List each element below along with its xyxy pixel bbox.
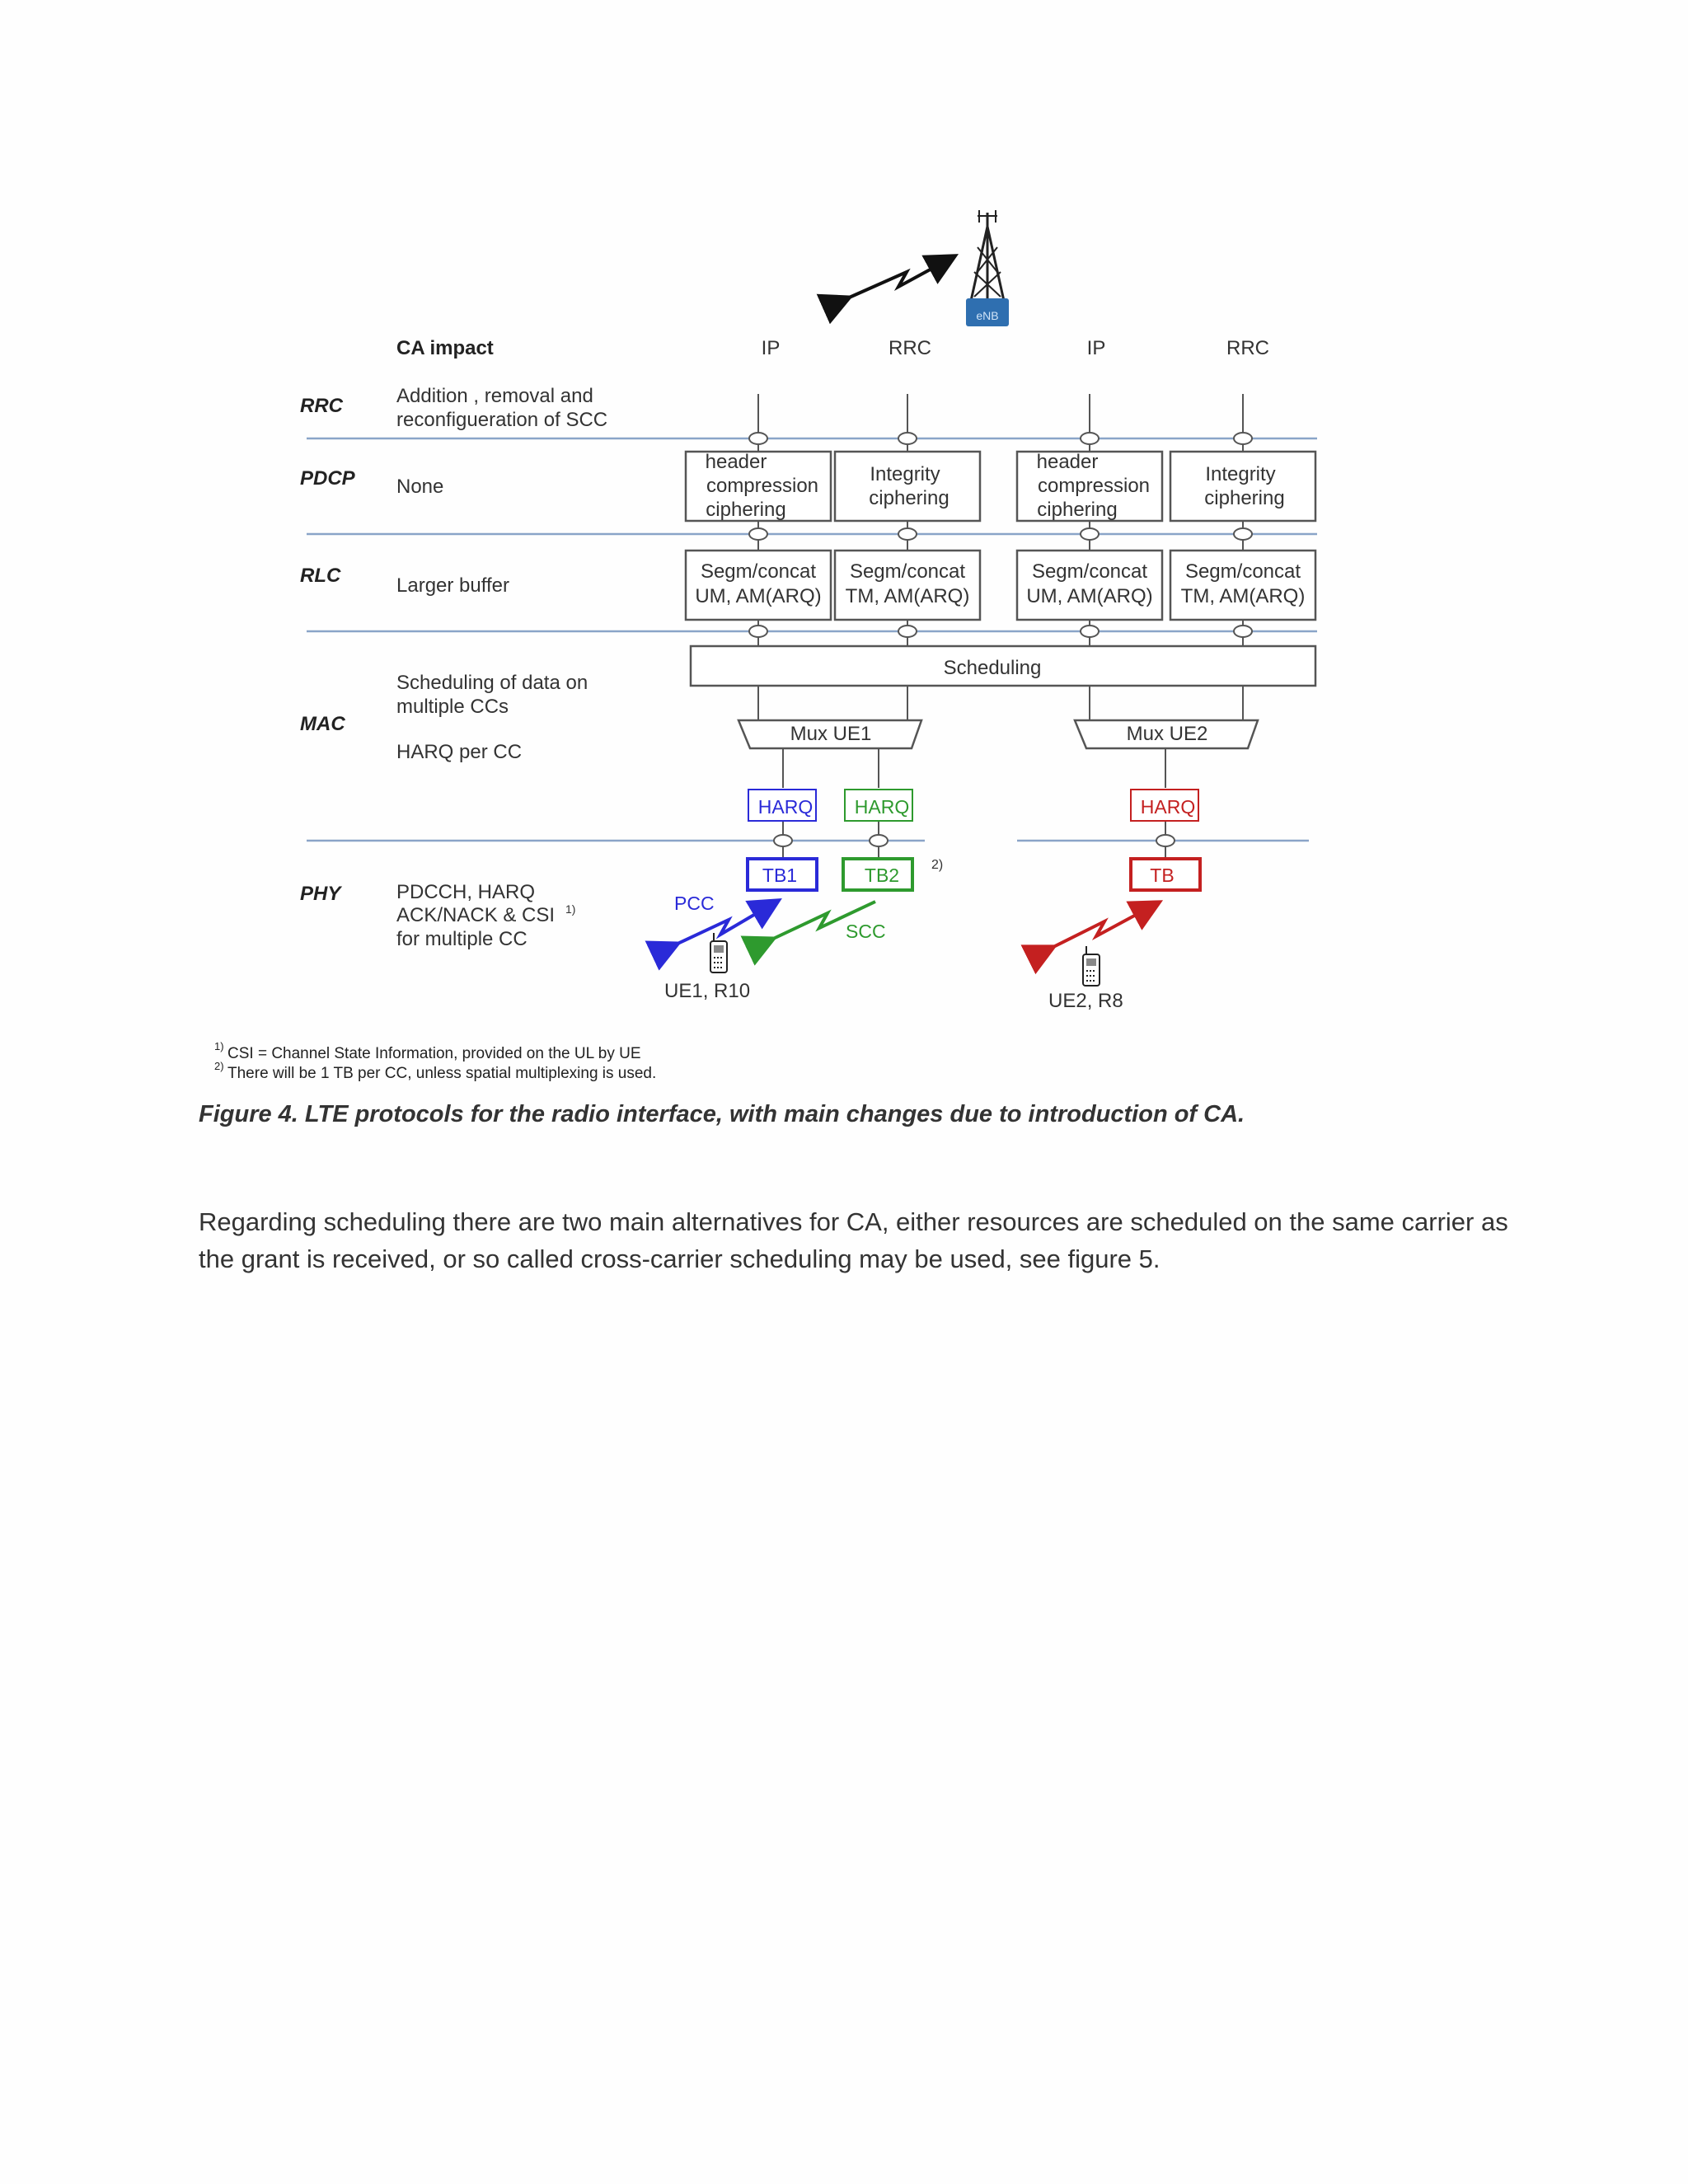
mux-ue2-label: Mux UE2 [1126, 723, 1208, 745]
phy-impact-line-1: PDCCH, HARQ [396, 881, 536, 903]
rrc-impact-line-1: Addition , removal and [396, 385, 593, 407]
pdcp-ip-1-line-2: compression [706, 475, 819, 497]
rlc-um-1-line-2: UM, AM(ARQ) [695, 585, 822, 607]
column-header-ip-1: IP [761, 337, 781, 359]
phy-impact-line-2: ACK/NACK & CSI [396, 904, 556, 926]
tb1-label: TB1 [762, 865, 798, 886]
footnote-2-marker: 2) [214, 1060, 224, 1072]
ue1-label: UE1, R10 [664, 980, 751, 1002]
footnote-1-marker: 1) [214, 1040, 224, 1052]
ue1-phone-icon [710, 933, 727, 972]
rlc-um-2-line-1: Segm/concat [1031, 560, 1148, 583]
layer-label-rrc: RRC [300, 395, 343, 417]
column-header-rrc-2: RRC [1226, 337, 1269, 359]
pdcp-ip-2-line-3: ciphering [1037, 499, 1118, 521]
mux-ue1-label: Mux UE1 [790, 723, 872, 745]
body-paragraph: Regarding scheduling there are two main alternatives for CA, either resources are scheduled on the same carrier as the grant is received, or so called cross-carrier scheduling may be used, see figure 5. [199, 1207, 1508, 1273]
tb2-label: TB2 [864, 865, 900, 886]
ue2-phone-icon [1083, 946, 1100, 986]
pdcp-ip-1-line-3: ciphering [706, 499, 786, 521]
ue2-label: UE2, R8 [1048, 990, 1123, 1012]
harq-label-green: HARQ [854, 796, 910, 818]
layer-label-rlc: RLC [300, 565, 341, 587]
pdcp-rrc-1-line-1: Integrity [870, 463, 940, 485]
scc-label: SCC [846, 921, 886, 942]
mac-impact-line-1: Scheduling of data on [396, 672, 588, 694]
rlc-impact: Larger buffer [396, 574, 509, 597]
layer-label-phy: PHY [300, 883, 341, 905]
footnote-2: There will be 1 TB per CC, unless spatial multiplexing is used. [227, 1065, 657, 1082]
ca-impact-header: CA impact [396, 337, 494, 359]
column-header-rrc-1: RRC [889, 337, 931, 359]
scheduling-label: Scheduling [943, 657, 1042, 679]
footnote-1: CSI = Channel State Information, provided on the UL by UE [227, 1045, 641, 1062]
pdcp-impact: None [396, 476, 444, 498]
mac-impact-line-3: HARQ per CC [396, 741, 523, 763]
rlc-um-1-line-1: Segm/concat [700, 560, 817, 583]
rlc-tm-1-line-2: TM, AM(ARQ) [845, 585, 970, 607]
enb-label: eNB [976, 309, 999, 322]
pdcp-rrc-2-line-1: Integrity [1205, 463, 1276, 485]
harq-label-blue: HARQ [757, 796, 814, 818]
pdcp-rrc-1-line-2: ciphering [869, 487, 950, 509]
pdcp-rrc-2-line-2: ciphering [1204, 487, 1285, 509]
phy-impact-line-3: for multiple CC [396, 928, 528, 950]
harq-label-red: HARQ [1140, 796, 1196, 818]
pdcp-ip-2-line-2: compression [1037, 475, 1151, 497]
rlc-tm-2-line-2: TM, AM(ARQ) [1180, 585, 1306, 607]
phy-impact-superscript: 1) [565, 902, 576, 916]
pdcp-box-rrc-2 [1170, 452, 1315, 521]
rlc-tm-1-line-1: Segm/concat [849, 560, 966, 583]
tb-label: TB [1150, 865, 1175, 886]
layer-label-mac: MAC [300, 713, 345, 735]
pdcp-ip-1-line-1: header [705, 451, 767, 473]
column-header-ip-2: IP [1086, 337, 1106, 359]
rlc-um-2-line-2: UM, AM(ARQ) [1026, 585, 1153, 607]
mac-impact-line-2: multiple CCs [396, 696, 509, 718]
tb-footnote-marker: 2) [931, 858, 944, 872]
pcc-label: PCC [674, 893, 715, 914]
rrc-impact-line-2: reconfigueration of SCC [396, 409, 608, 431]
figure-caption: Figure 4. LTE protocols for the radio interface, with main changes due to introduction of CA. [199, 1101, 1245, 1127]
rlc-tm-2-line-1: Segm/concat [1184, 560, 1301, 583]
pdcp-ip-2-line-1: header [1036, 451, 1099, 473]
pdcp-box-rrc-1 [835, 452, 980, 521]
enb-radio-link-arrow [847, 257, 953, 298]
ue2-radio-arrow [1052, 903, 1157, 948]
layer-label-pdcp: PDCP [300, 467, 355, 490]
